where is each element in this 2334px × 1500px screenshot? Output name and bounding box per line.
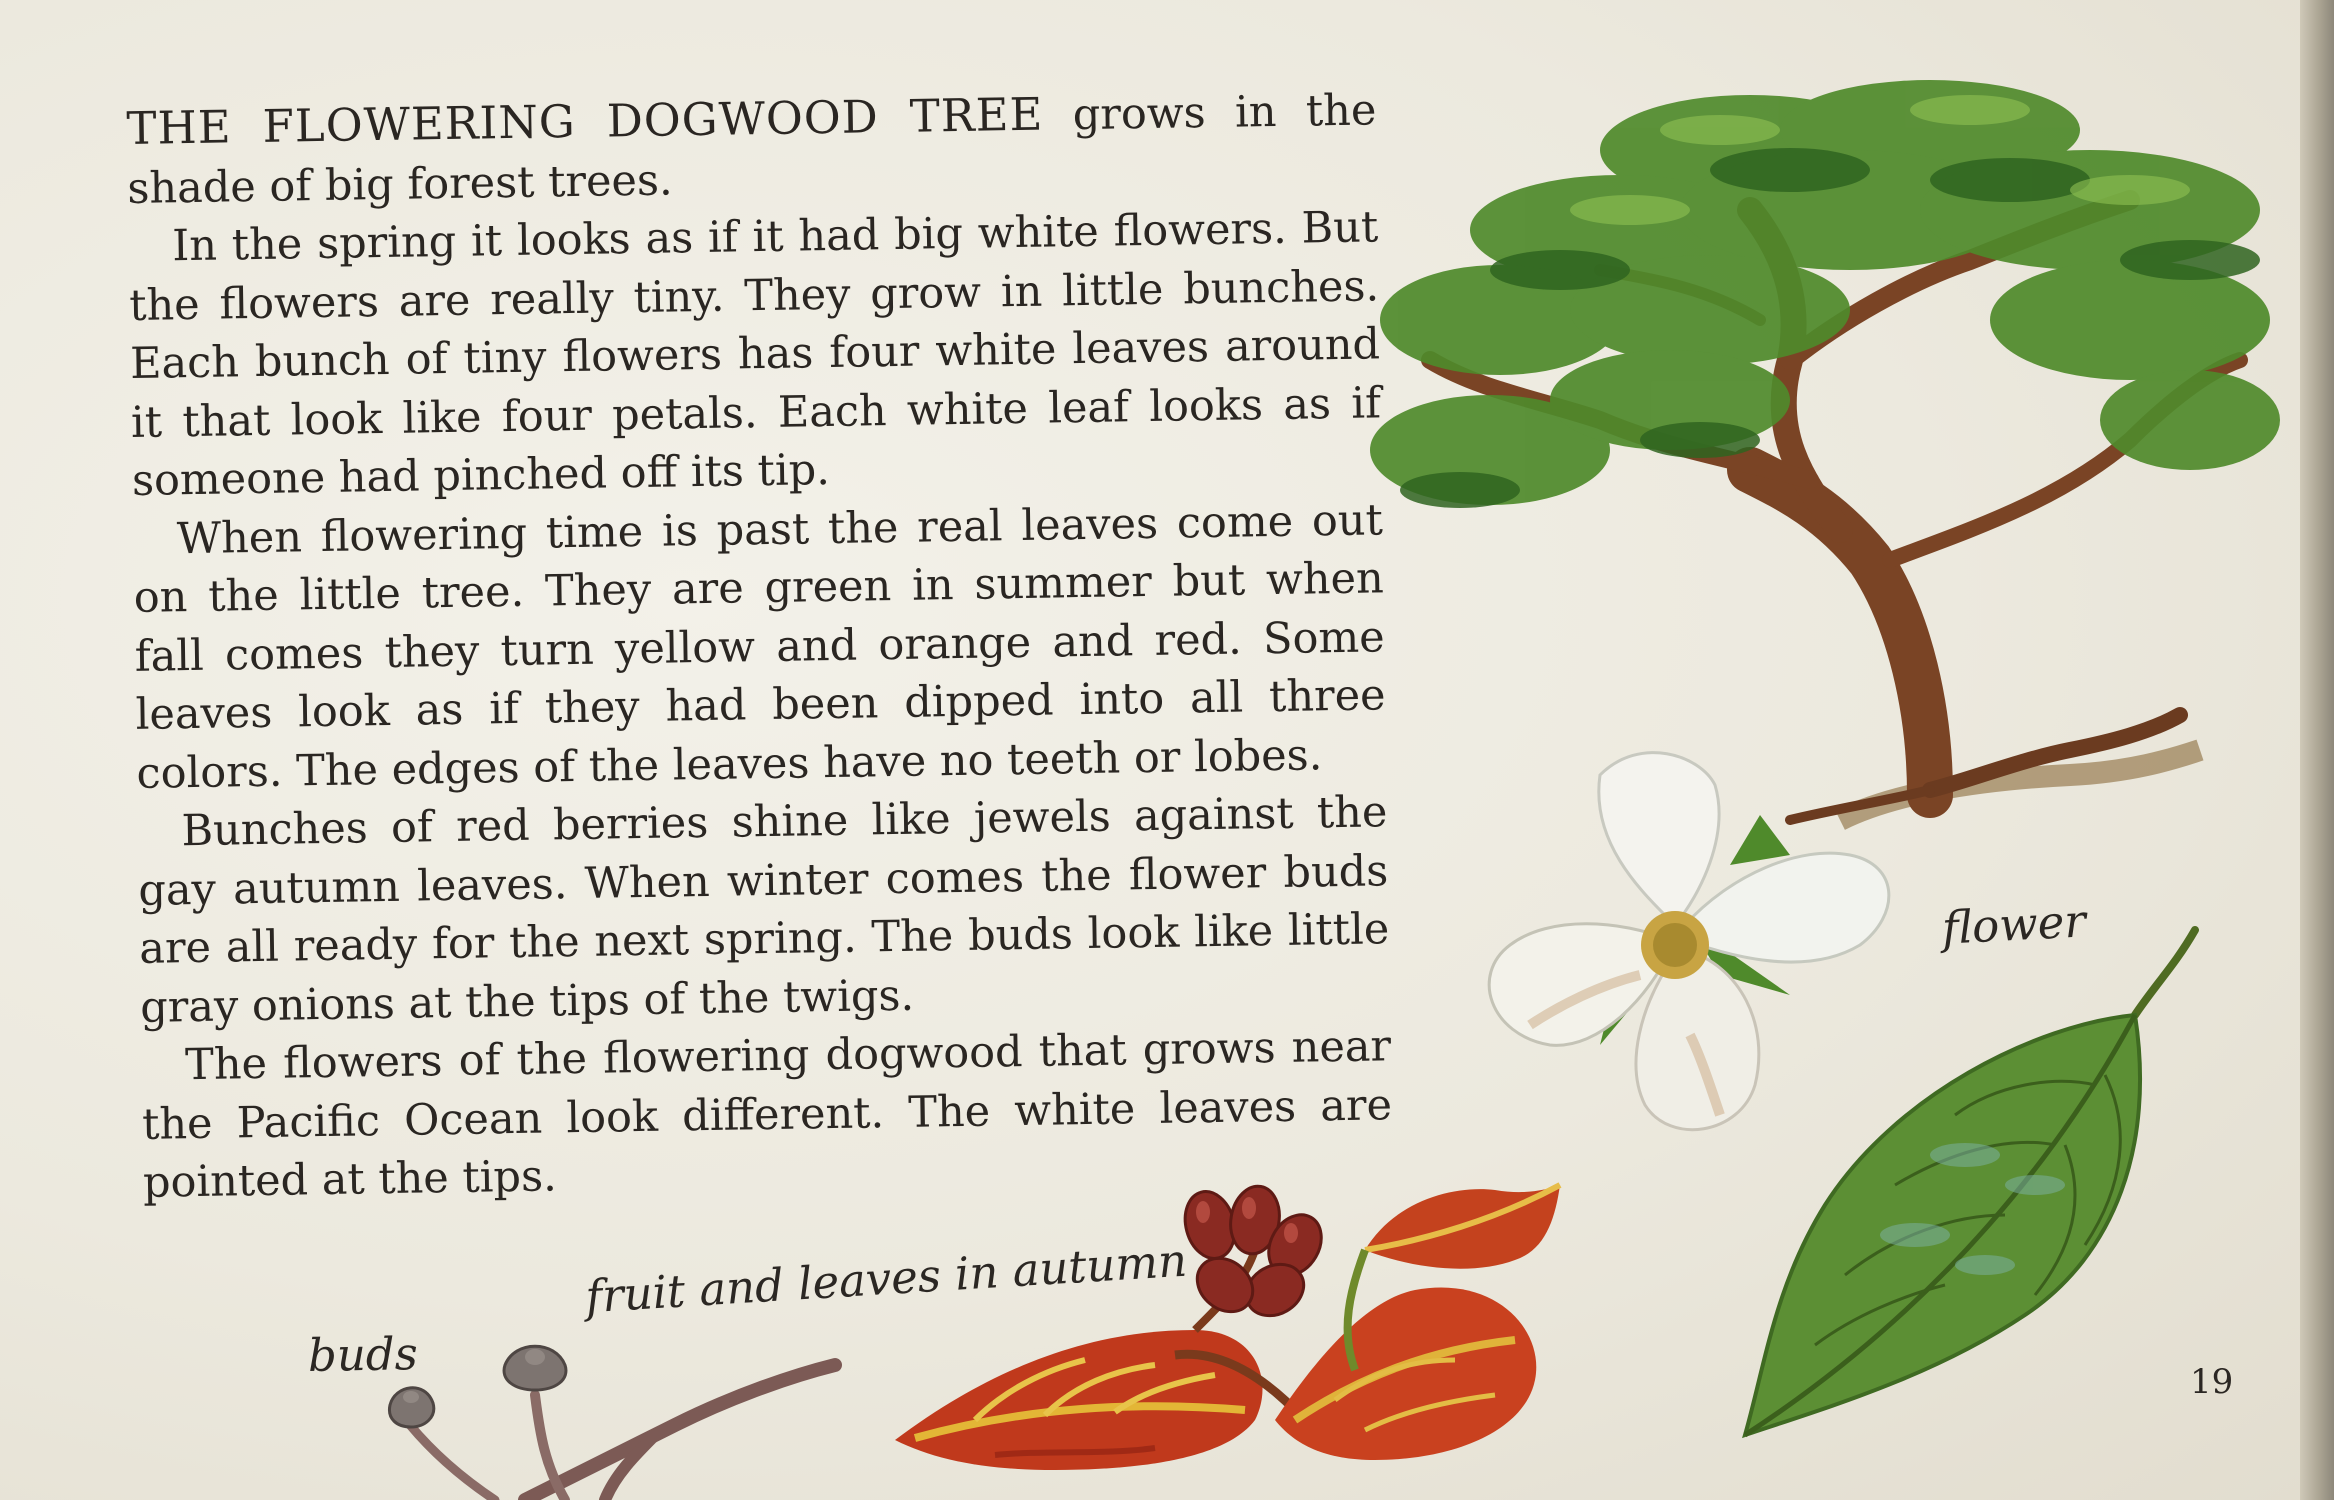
caption-flower: flower [1940, 894, 2088, 955]
green-leaf-illustration [1735, 925, 2205, 1445]
book-page-edge [2300, 0, 2334, 1500]
paragraph-5: The flowers of the flowering dogwood that grows near the Pacific Ocean look different. The white leaves are pointed at the tips. [141, 1021, 1393, 1208]
paragraph-lead-caps: THE FLOWERING DOGWOOD TREE [126, 87, 1044, 155]
caption-fruit-and-leaves: fruit and leaves in autumn [583, 1233, 1189, 1324]
paragraph-3: When flowering time is past the real leaves come out on the little tree. They are green in summer but when fall comes they turn yellow and orange and red. Some leaves look as if they had been dipped into all three colors. The edges of the leaves have no teeth or lobes. [133, 494, 1386, 799]
paragraph-2: In the spring it looks as if it had big white flowers. But the flowers are really tiny. They grow in little bunches. Each bunch of tiny flowers has four white leaves around it that look like four petals. Each white leaf looks as if someone had pinched off its tip. [128, 202, 1382, 506]
page-number: 19 [2190, 1362, 2234, 1402]
body-text [126, 80, 1393, 1212]
caption-buds: buds [307, 1327, 419, 1382]
winter-buds-illustration [375, 1335, 835, 1500]
paragraph-4: Bunches of red berries shine like jewels against the gay autumn leaves. When winter comes the flower buds are all ready for the next spring. The buds look like little gray onions at the tips of the twigs. [138, 787, 1390, 1033]
paragraph-1 [126, 80, 1378, 218]
dogwood-tree-illustration [1370, 60, 2270, 830]
autumn-fruit-and-leaves-illustration [895, 1180, 1575, 1500]
paragraph-1-text: grows in the shade of big forest trees. [126, 85, 1377, 214]
